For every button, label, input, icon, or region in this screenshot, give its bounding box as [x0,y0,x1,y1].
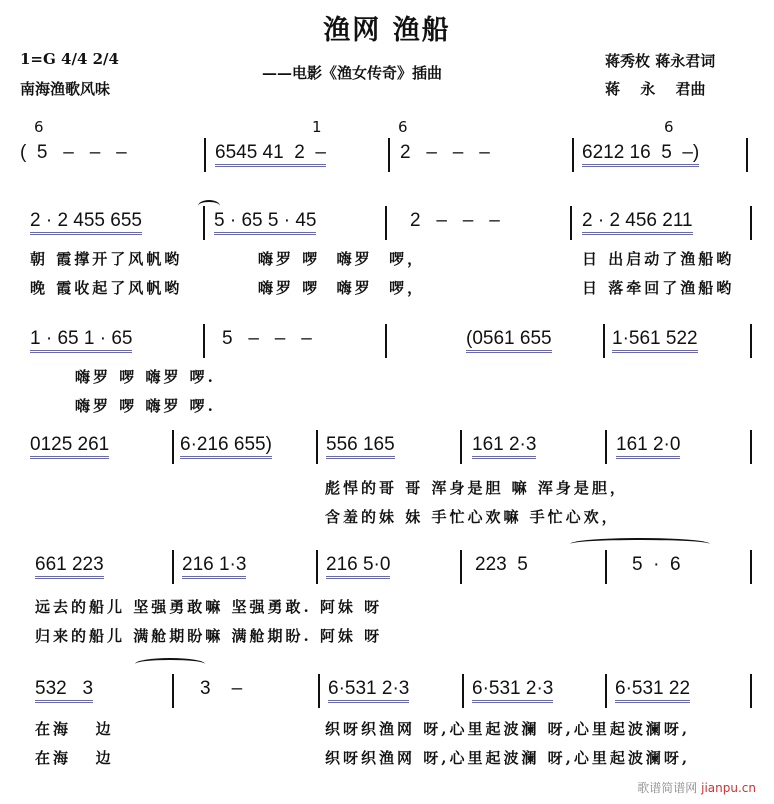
measure: 2 – – – [400,142,490,163]
lyric: 织呀织渔网 呀,心里起波澜 呀,心里起波澜呀, [325,749,691,767]
watermark: 歌谱简谱网 jianpu.cn [637,781,756,795]
measure: 1 · 65 1 · 65 [30,328,132,350]
lyric: 归来的船儿 满舱期盼嘛 满舱期盼. 阿妹 呀 [35,627,383,645]
lyric: 在海 边 [35,720,114,738]
score-row-5 [0,554,774,584]
grace-note: 6 [664,118,674,136]
measure: 3 – [200,678,243,699]
measure: 2 – – – [410,210,500,231]
measure: (0561 655 [466,328,552,350]
composer: 蒋 永 君曲 [605,80,706,98]
measure: 6·531 2·3 [328,678,409,700]
measure: 556 165 [326,434,395,456]
measure: 223 5 [475,554,528,575]
lyric: 织呀织渔网 呀,心里起波澜 呀,心里起波澜呀, [325,720,691,738]
grace-note: 6 [398,118,408,136]
measure: 216 1·3 [182,554,246,576]
key-time-signature: 1=G 4/4 2/4 [20,50,119,68]
lyric: 嗨罗 啰 嗨罗 啰. [75,397,216,415]
measure: 6·531 22 [615,678,690,700]
measure: 6·531 2·3 [472,678,553,700]
measure: 216 5·0 [326,554,390,576]
lyric: 在海 边 [35,749,114,767]
lyric: 远去的船儿 坚强勇敢嘛 坚强勇敢. 阿妹 呀 [35,598,383,616]
lyric: 朝 霞撑开了风帆哟 [30,250,183,268]
style-note: 南海渔歌风味 [20,80,111,98]
measure: 161 2·0 [616,434,680,456]
lyric: 嗨罗 啰 嗨罗 啰， [258,250,426,268]
measure: 6·216 655) [180,434,272,456]
lyric: 日 落牵回了渔船哟 [582,279,735,297]
song-title: 渔网 渔船 [323,15,451,46]
score-row-4 [0,434,774,464]
measure: 1·561 522 [612,328,698,350]
lyric: 彪悍的哥 哥 浑身是胆 嘛 浑身是胆， [325,479,628,497]
measure: 6545 41 2 – [215,142,326,164]
measure: 5 – – – [222,328,312,349]
measure: 6212 16 5 –) [582,142,699,164]
grace-note: 1 [312,118,322,136]
measure: 161 2·3 [472,434,536,456]
lyric: 含羞的妹 妹 手忙心欢嘛 手忙心欢， [325,508,620,526]
score-row-3 [0,328,774,358]
measure: 2 · 2 456 211 [582,210,693,232]
measure: 5 · 6 [632,554,681,575]
measure: 5 · 65 5 · 45 [214,210,316,232]
lyric: 日 出启动了渔船哟 [582,250,735,268]
measure: 2 · 2 455 655 [30,210,142,232]
measure: 0125 261 [30,434,109,456]
lyric: 嗨罗 啰 嗨罗 啰， [258,279,426,297]
lyric: 晚 霞收起了风帆哟 [30,279,183,297]
subtitle: ——电影《渔女传奇》插曲 [262,64,443,82]
lyric: 嗨罗 啰 嗨罗 啰. [75,368,216,386]
score-row-1 [0,118,774,172]
score-row-6 [0,678,774,708]
lyricist: 蒋秀枚 蒋永君词 [605,52,716,70]
measure: 532 3 [35,678,93,700]
score-row-2 [0,210,774,240]
measure: 661 223 [35,554,104,576]
measure: ( 5 – – – [20,142,127,163]
grace-note: 6 [34,118,44,136]
